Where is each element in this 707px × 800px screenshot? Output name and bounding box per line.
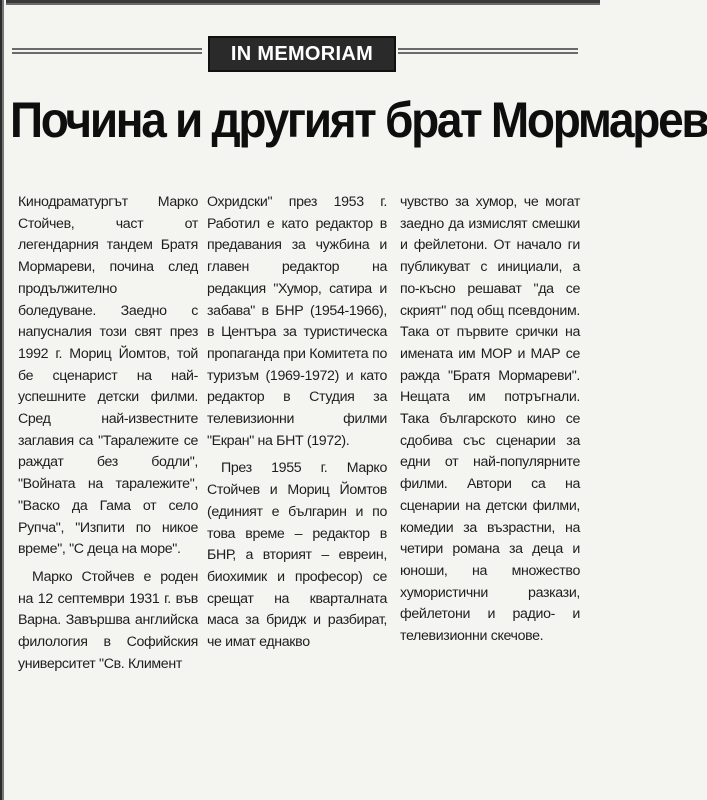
article-column-2: [207, 192, 387, 660]
paragraph: чувство за хумор, че могат заедно да измислят смешки и фейлетони. От начало ги публикуват с инициали, а по-късно решават "да се скрият" под общ псевдоним. Така от първите срички на имената им МОР и МАР се ражда "Братя Мормареви". Нещата им потръгнали. Така българското кино се сдобива със сценарии за едни от най-популярните филми. Автори са на сценарии на детски филми, комедии за възрастни, на четири романа за деца и юноши, на множество хумористични разкази, фейлетони и радио- и телевизионни скечове.: [400, 194, 580, 645]
paragraph: Охридски" през 1953 г. Работил е като редактор в предавания за чужбина и главен редактор на редакция "Хумор, сатира и забава" в БНР (1954-1966), в Центъра за туристическа пропаганда при Комитета по туризъм (1969-1972) и като редактор в Студия за телевизионни филми "Екран" на БНТ (1972).: [207, 194, 387, 449]
rubric-rule-right: [398, 48, 578, 56]
rubric-rule-left: [12, 48, 202, 56]
article-column-3: [400, 192, 580, 654]
paragraph: Кинодраматургът Марко Стойчев, част от легендарния тандем Братя Мормареви, почина след продължително боледуване. Заедно с напусналия този свят през 1992 г. Мориц Йомтов, той бе сценарист на най-успешните детски филми. Сред най-известните заглавия са "Таралежите се раждат без бодли", "Войната на таралежите", "Васко да Гама от село Рупча", "Изпити по никое време", "С деца на море".: [18, 194, 198, 558]
scan-border-left: [0, 0, 6, 800]
scan-border-top: [0, 0, 600, 16]
paragraph: Марко Стойчев е роден на 12 септември 1931 г. във Варна. Завършва английска филология в Софийския университет "Св. Климент: [18, 568, 198, 672]
article-headline: Почина и другият брат Мормарев: [10, 92, 707, 148]
article-column-1: [18, 192, 198, 681]
paragraph: През 1955 г. Марко Стойчев и Мориц Йомтов (единият е българин и по това време – редактор в БНР, а вторият – евреин, биохимик и професор) се срещат на кварталната маса за бридж и разбират, че имат еднакво: [207, 460, 387, 651]
rubric-label: IN MEMORIAM: [208, 36, 396, 72]
